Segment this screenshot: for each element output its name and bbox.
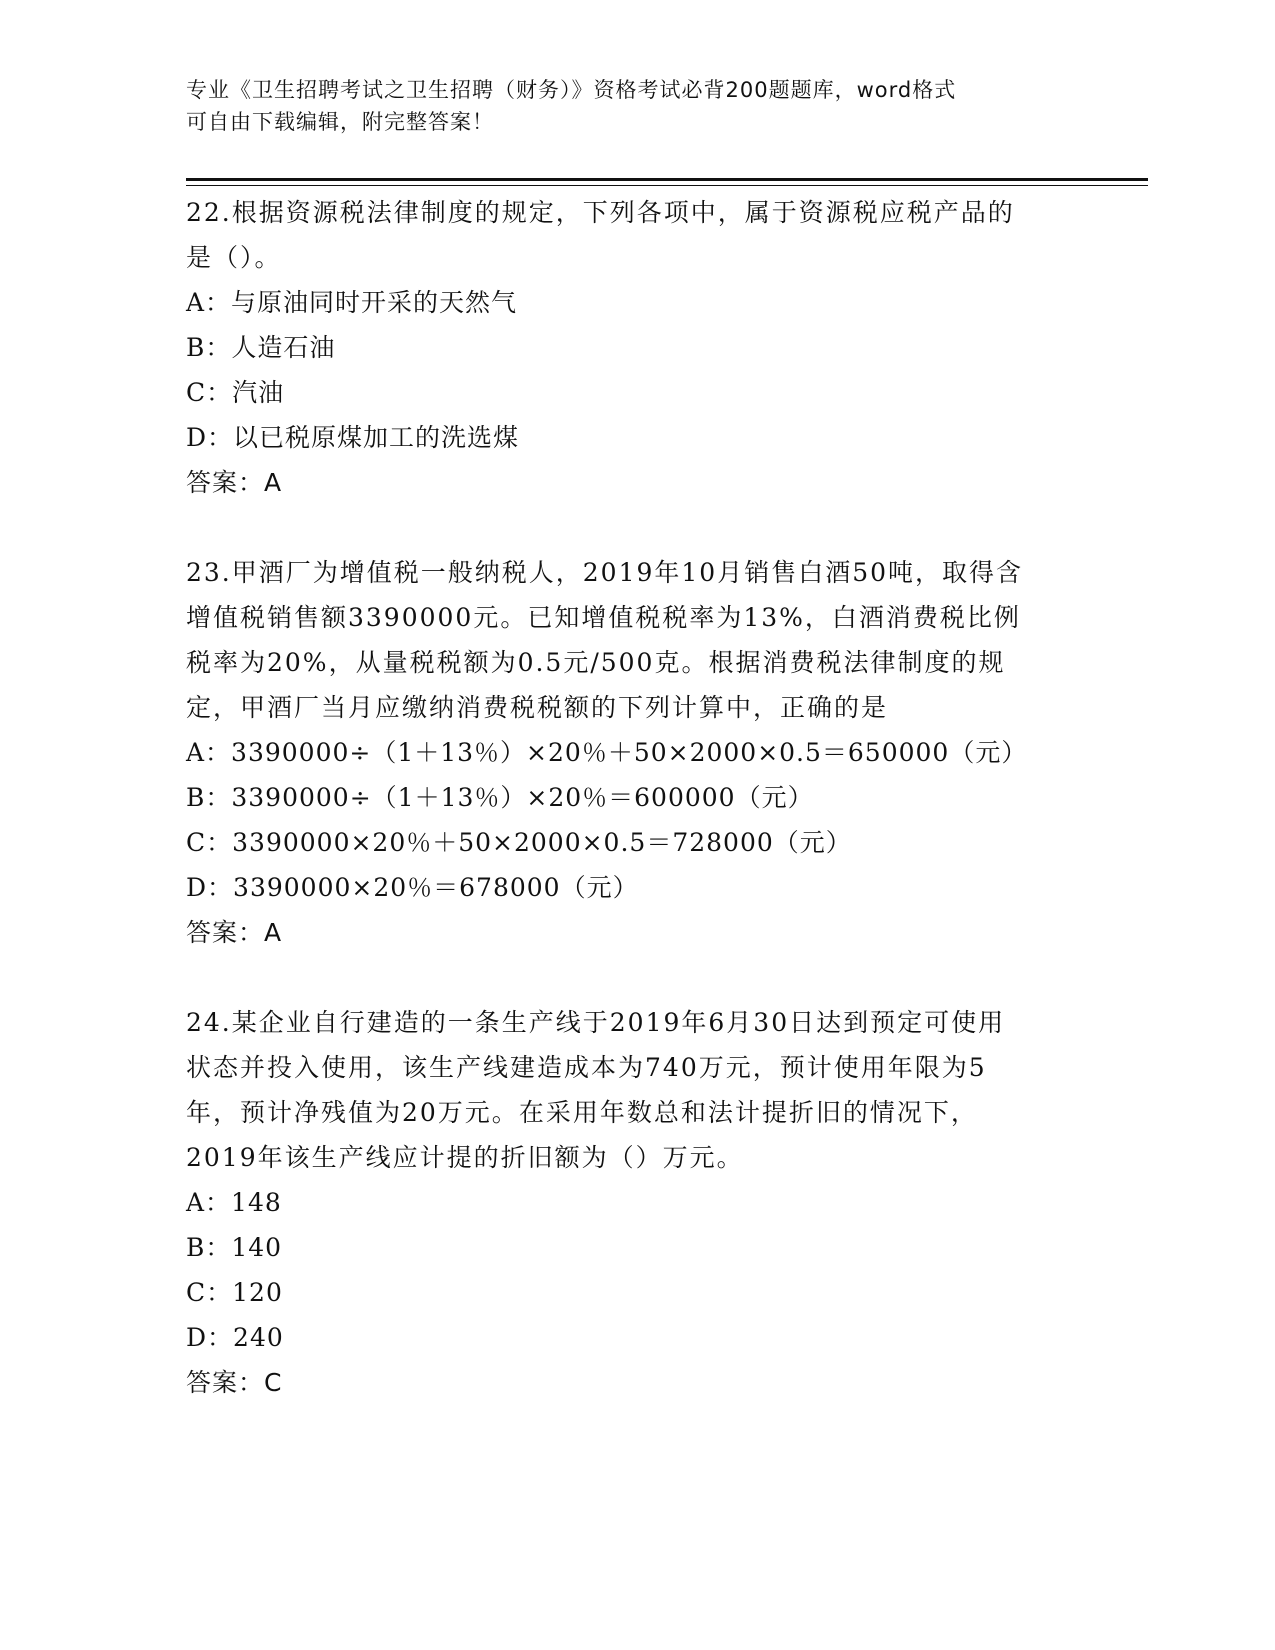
question-text-line: 是（）。 (186, 243, 282, 272)
answer-line: 答案：A (186, 468, 283, 497)
option-a: A：与原油同时开采的天然气 (186, 288, 518, 317)
option-a: A：3390000÷（1＋13％）×20％＋50×2000×0.5＝650000（元） (186, 738, 1028, 767)
option-d: D：3390000×20％＝678000（元） (186, 873, 639, 902)
question-22 (186, 190, 1076, 505)
option-b: B：人造石油 (186, 333, 336, 362)
option-d: D：以已税原煤加工的洗选煤 (186, 423, 520, 452)
header-divider-thin (186, 185, 1148, 186)
question-list (186, 190, 1076, 1405)
option-c: C：3390000×20％＋50×2000×0.5＝728000（元） (186, 828, 852, 857)
question-text-line: 23.甲酒厂为增值税一般纳税人，2019年10月销售白酒50吨，取得含 (186, 558, 1024, 587)
answer-line: 答案：C (186, 1368, 283, 1397)
question-text-line: 2019年该生产线应计提的折旧额为（）万元。 (186, 1143, 744, 1172)
question-text-line: 定，甲酒厂当月应缴纳消费税税额的下列计算中，正确的是 (186, 693, 889, 722)
question-spacer (186, 505, 1076, 550)
option-c: C：汽油 (186, 378, 285, 407)
question-text-line: 22.根据资源税法律制度的规定，下列各项中，属于资源税应税产品的 (186, 198, 1015, 227)
question-24 (186, 1000, 1076, 1405)
question-text-line: 税率为20%，从量税税额为0.5元/500克。根据消费税法律制度的规 (186, 648, 1006, 677)
question-text-line: 增值税销售额3390000元。已知增值税税率为13%，白酒消费税比例 (186, 603, 1021, 632)
option-b: B：3390000÷（1＋13％）×20％＝600000（元） (186, 783, 814, 812)
header-line-1: 专业《卫生招聘考试之卫生招聘（财务）》资格考试必背200题题库，word格式 (186, 78, 957, 102)
header-line-2: 可自由下载编辑，附完整答案！ (186, 110, 494, 134)
option-c: C：120 (186, 1278, 283, 1307)
question-text-line: 年，预计净残值为20万元。在采用年数总和法计提折旧的情况下， (186, 1098, 978, 1127)
answer-line: 答案：A (186, 918, 283, 947)
option-d: D：240 (186, 1323, 284, 1352)
question-spacer (186, 955, 1076, 1000)
option-a: A：148 (186, 1188, 282, 1217)
question-text-line: 24.某企业自行建造的一条生产线于2019年6月30日达到预定可使用 (186, 1008, 1006, 1037)
question-23 (186, 550, 1076, 955)
option-b: B：140 (186, 1233, 283, 1262)
question-text-line: 状态并投入使用，该生产线建造成本为740万元，预计使用年限为5 (186, 1053, 987, 1082)
header-divider-thick (186, 178, 1148, 181)
document-header (186, 74, 1066, 138)
